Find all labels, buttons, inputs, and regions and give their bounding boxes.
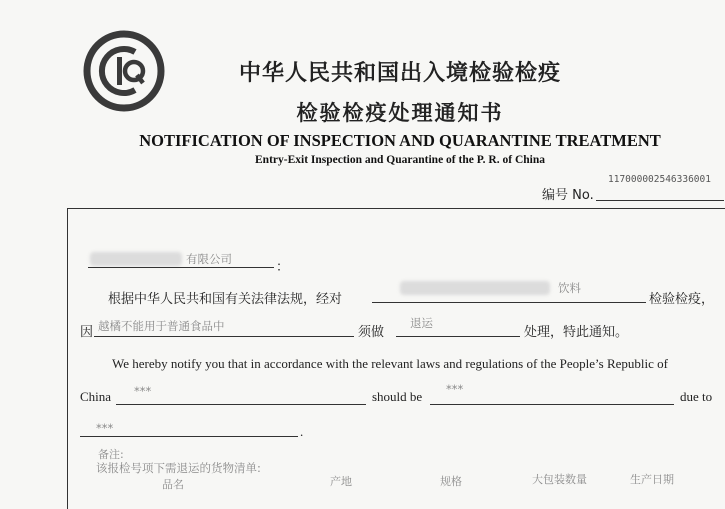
cn-line2-pre: 因 (80, 325, 94, 340)
redacted-company-name (90, 252, 182, 266)
company-colon: ： (276, 260, 290, 275)
number-underline (596, 200, 724, 201)
en-fill1: *** (134, 384, 152, 398)
en-should-be: should be (372, 389, 423, 404)
ciq-logo (83, 30, 165, 112)
cn-line2-post: 处理，特此通知。 (524, 325, 629, 340)
subtitle-cn: 检验检疫处理通知书 (296, 101, 504, 125)
header-production-date: 生产日期 (630, 473, 674, 486)
header-name: 品名 (162, 478, 184, 491)
company-suffix: 有限公司 (186, 252, 232, 266)
cn-line2-action: 退运 (410, 316, 433, 330)
header-package-qty: 大包装数量 (532, 473, 587, 486)
company-underline (88, 267, 274, 268)
number-label: 编号 No. (542, 188, 594, 203)
goods-list-label: 该报检号项下需退运的货物清单: (96, 461, 261, 475)
cn-line1-pre: 根据中华人民共和国有关法律法规，经对 (108, 292, 343, 307)
cn-line2-reason: 越橘不能用于普通食品中 (98, 319, 225, 333)
cn-line2-reason-underline (94, 336, 354, 337)
subtitle-en: Entry-Exit Inspection and Quarantine of the P. R. of China (255, 154, 545, 166)
title-en: NOTIFICATION OF INSPECTION AND QUARANTINE TREATMENT (139, 131, 661, 150)
cn-line2-mid: 须做 (358, 325, 385, 340)
cn-line1-underline (372, 302, 646, 303)
remarks-label: 备注: (98, 448, 124, 461)
title-cn: 中华人民共和国出入境检验检疫 (238, 61, 561, 86)
serial-number: 117000002546336001 (608, 174, 711, 185)
en-due-to: due to (680, 389, 713, 404)
cn-line2-action-underline (396, 336, 520, 337)
en-fill2: *** (446, 382, 464, 396)
en-period: . (300, 424, 304, 439)
en-fill1-underline (116, 404, 366, 405)
en-fill2-underline (430, 404, 674, 405)
cn-line1-post: 检验检疫， (649, 292, 715, 307)
en-china: China (80, 389, 112, 404)
header-spec: 规格 (440, 475, 462, 488)
cn-line1-fill: 饮料 (558, 281, 581, 295)
header-origin: 产地 (330, 475, 352, 488)
en-fill3: *** (96, 421, 114, 435)
en-line1: We hereby notify you that in accordance with the relevant laws and regulations of the People’s Republic of (112, 356, 668, 371)
en-fill3-underline (80, 436, 298, 437)
redacted-product (400, 281, 550, 295)
